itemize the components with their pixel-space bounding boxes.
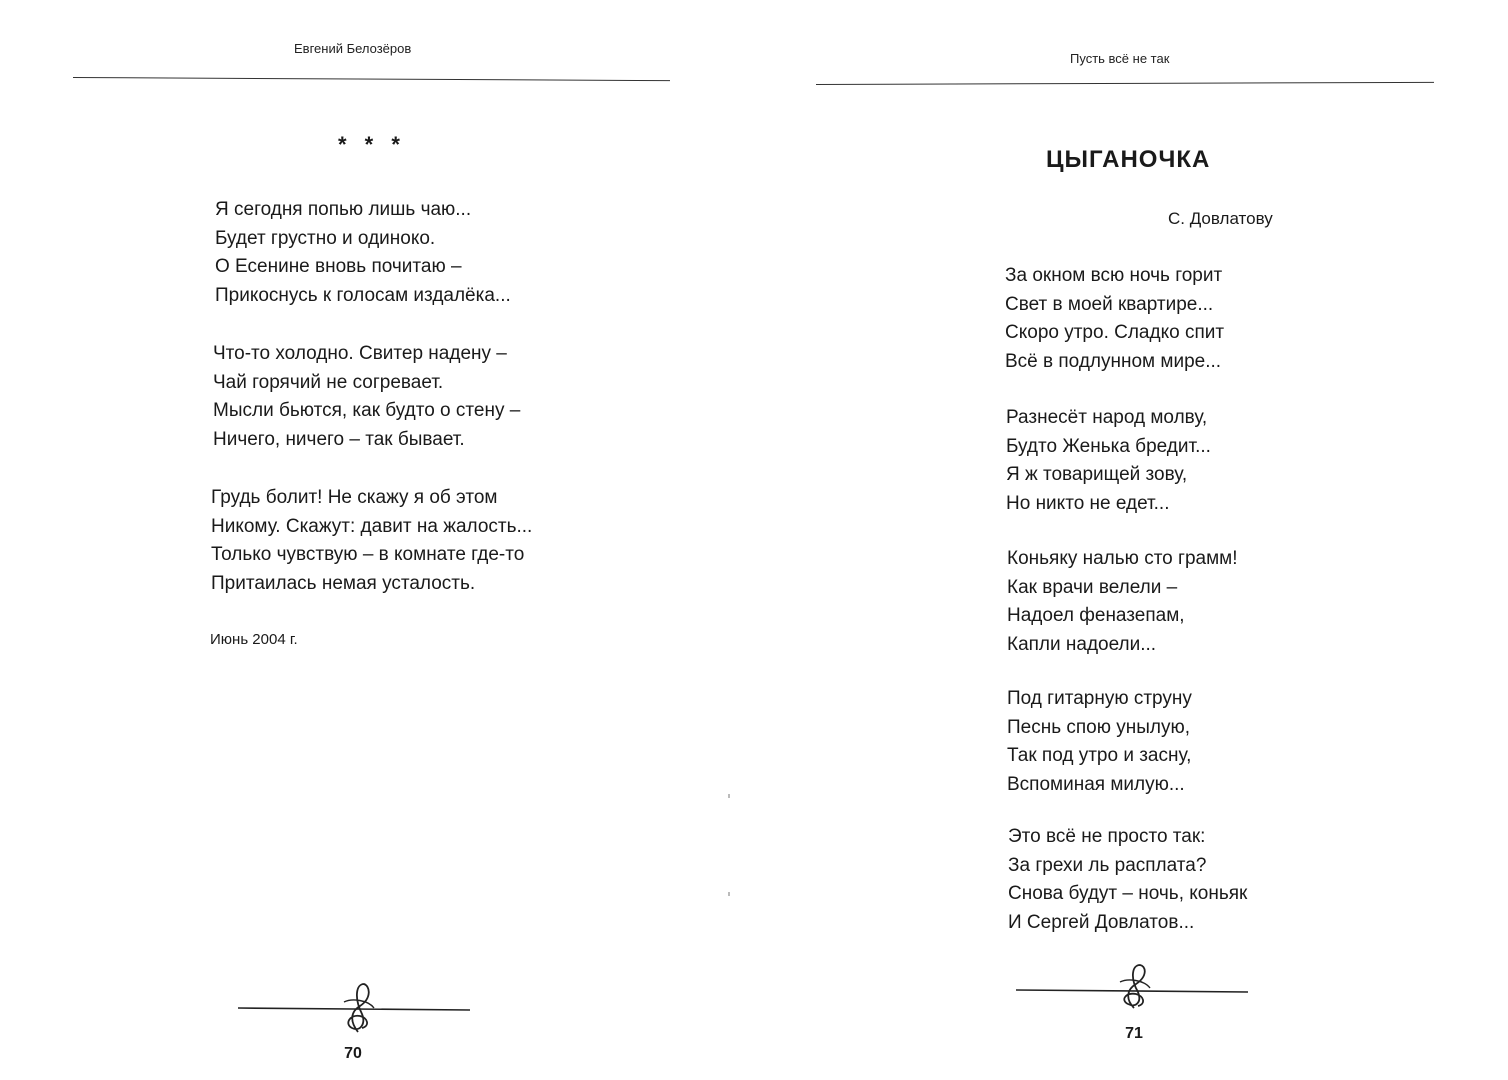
poem-line: Как врачи велели –: [1007, 576, 1178, 598]
poem-line: Будто Женька бредит...: [1006, 435, 1211, 457]
poem-line: Под гитарную струну: [1007, 688, 1192, 709]
running-head-book-title: Пусть всё не так: [1070, 51, 1170, 66]
poem-line: Притаилась немая усталость.: [211, 573, 476, 595]
poem-date: Июнь 2004 г.: [210, 631, 298, 648]
header-rule: [73, 77, 670, 81]
stanza-1: [1005, 262, 1224, 377]
poem-line: Коньяку налью сто грамм!: [1007, 548, 1238, 569]
header-rule: [816, 82, 1434, 85]
poem-line: Никому. Скажут: давит на жалость...: [211, 515, 533, 537]
poem-line: За окном всю ночь горит: [1005, 265, 1223, 286]
poem-line: Я сегодня попью лишь чаю...: [215, 199, 472, 220]
poem-line: Всё в подлунном мире...: [1005, 351, 1222, 373]
poem-line: Но никто не едет...: [1006, 493, 1170, 515]
poem-line: Снова будут – ночь, коньяк: [1008, 883, 1248, 905]
poem-line: Это всё не просто так:: [1008, 826, 1206, 847]
gutter-mark: [728, 892, 730, 896]
poem-title: ЦЫГАНОЧКА: [1046, 146, 1211, 173]
poem-line: О Есенине вновь почитаю –: [215, 256, 462, 278]
poem-line: Разнесёт народ молву,: [1006, 407, 1208, 428]
poem-line: Чай горячий не согревает.: [213, 371, 444, 393]
stanza-2: [1006, 404, 1211, 519]
poem-line: Будет грустно и одиноко.: [215, 227, 436, 249]
stanza-4: [1007, 685, 1192, 800]
poem-line: Грудь болит! Не скажу я об этом: [211, 487, 498, 508]
poem-line: Так под утро и засну,: [1007, 745, 1192, 767]
poem-line: Мысли бьются, как будто о стену –: [213, 400, 521, 422]
stanza-5: [1008, 823, 1247, 938]
page-number: 71: [1125, 1025, 1143, 1042]
gutter-mark: [728, 794, 730, 798]
poem-line: Вспоминая милую...: [1007, 774, 1185, 796]
stanza-1: [215, 196, 511, 311]
page-number: 70: [344, 1045, 362, 1062]
treble-clef-ornament-icon: [238, 978, 478, 1038]
stanza-3: [1007, 545, 1238, 660]
poem-line: Надоел феназепам,: [1007, 605, 1185, 627]
poem-line: За грехи ль расплата?: [1008, 854, 1207, 876]
stanza-2: [213, 340, 520, 455]
poem-line: И Сергей Довлатов...: [1008, 912, 1195, 934]
poem-line: Капли надоели...: [1007, 634, 1157, 656]
poem-line: Только чувствую – в комнате где-то: [211, 544, 525, 566]
poem-line: Песнь спою унылую,: [1007, 716, 1191, 738]
stanza-separator: * * *: [338, 132, 406, 157]
poem-line: Свет в моей квартире...: [1005, 293, 1214, 315]
poem-dedication: С. Довлатову: [1168, 209, 1273, 228]
poem-line: Прикоснусь к голосам издалёка...: [215, 285, 511, 307]
right-page: [754, 0, 1508, 1080]
poem-line: Скоро утро. Сладко спит: [1005, 322, 1225, 344]
running-head-author: Евгений Белозёров: [294, 41, 412, 56]
poem-line: Что-то холодно. Свитер надену –: [213, 343, 507, 364]
poem-line: Ничего, ничего – так бывает.: [213, 429, 465, 451]
stanza-3: [211, 484, 532, 599]
poem-line: Я ж товарищей зову,: [1006, 464, 1188, 486]
treble-clef-ornament-icon: [1016, 962, 1256, 1012]
